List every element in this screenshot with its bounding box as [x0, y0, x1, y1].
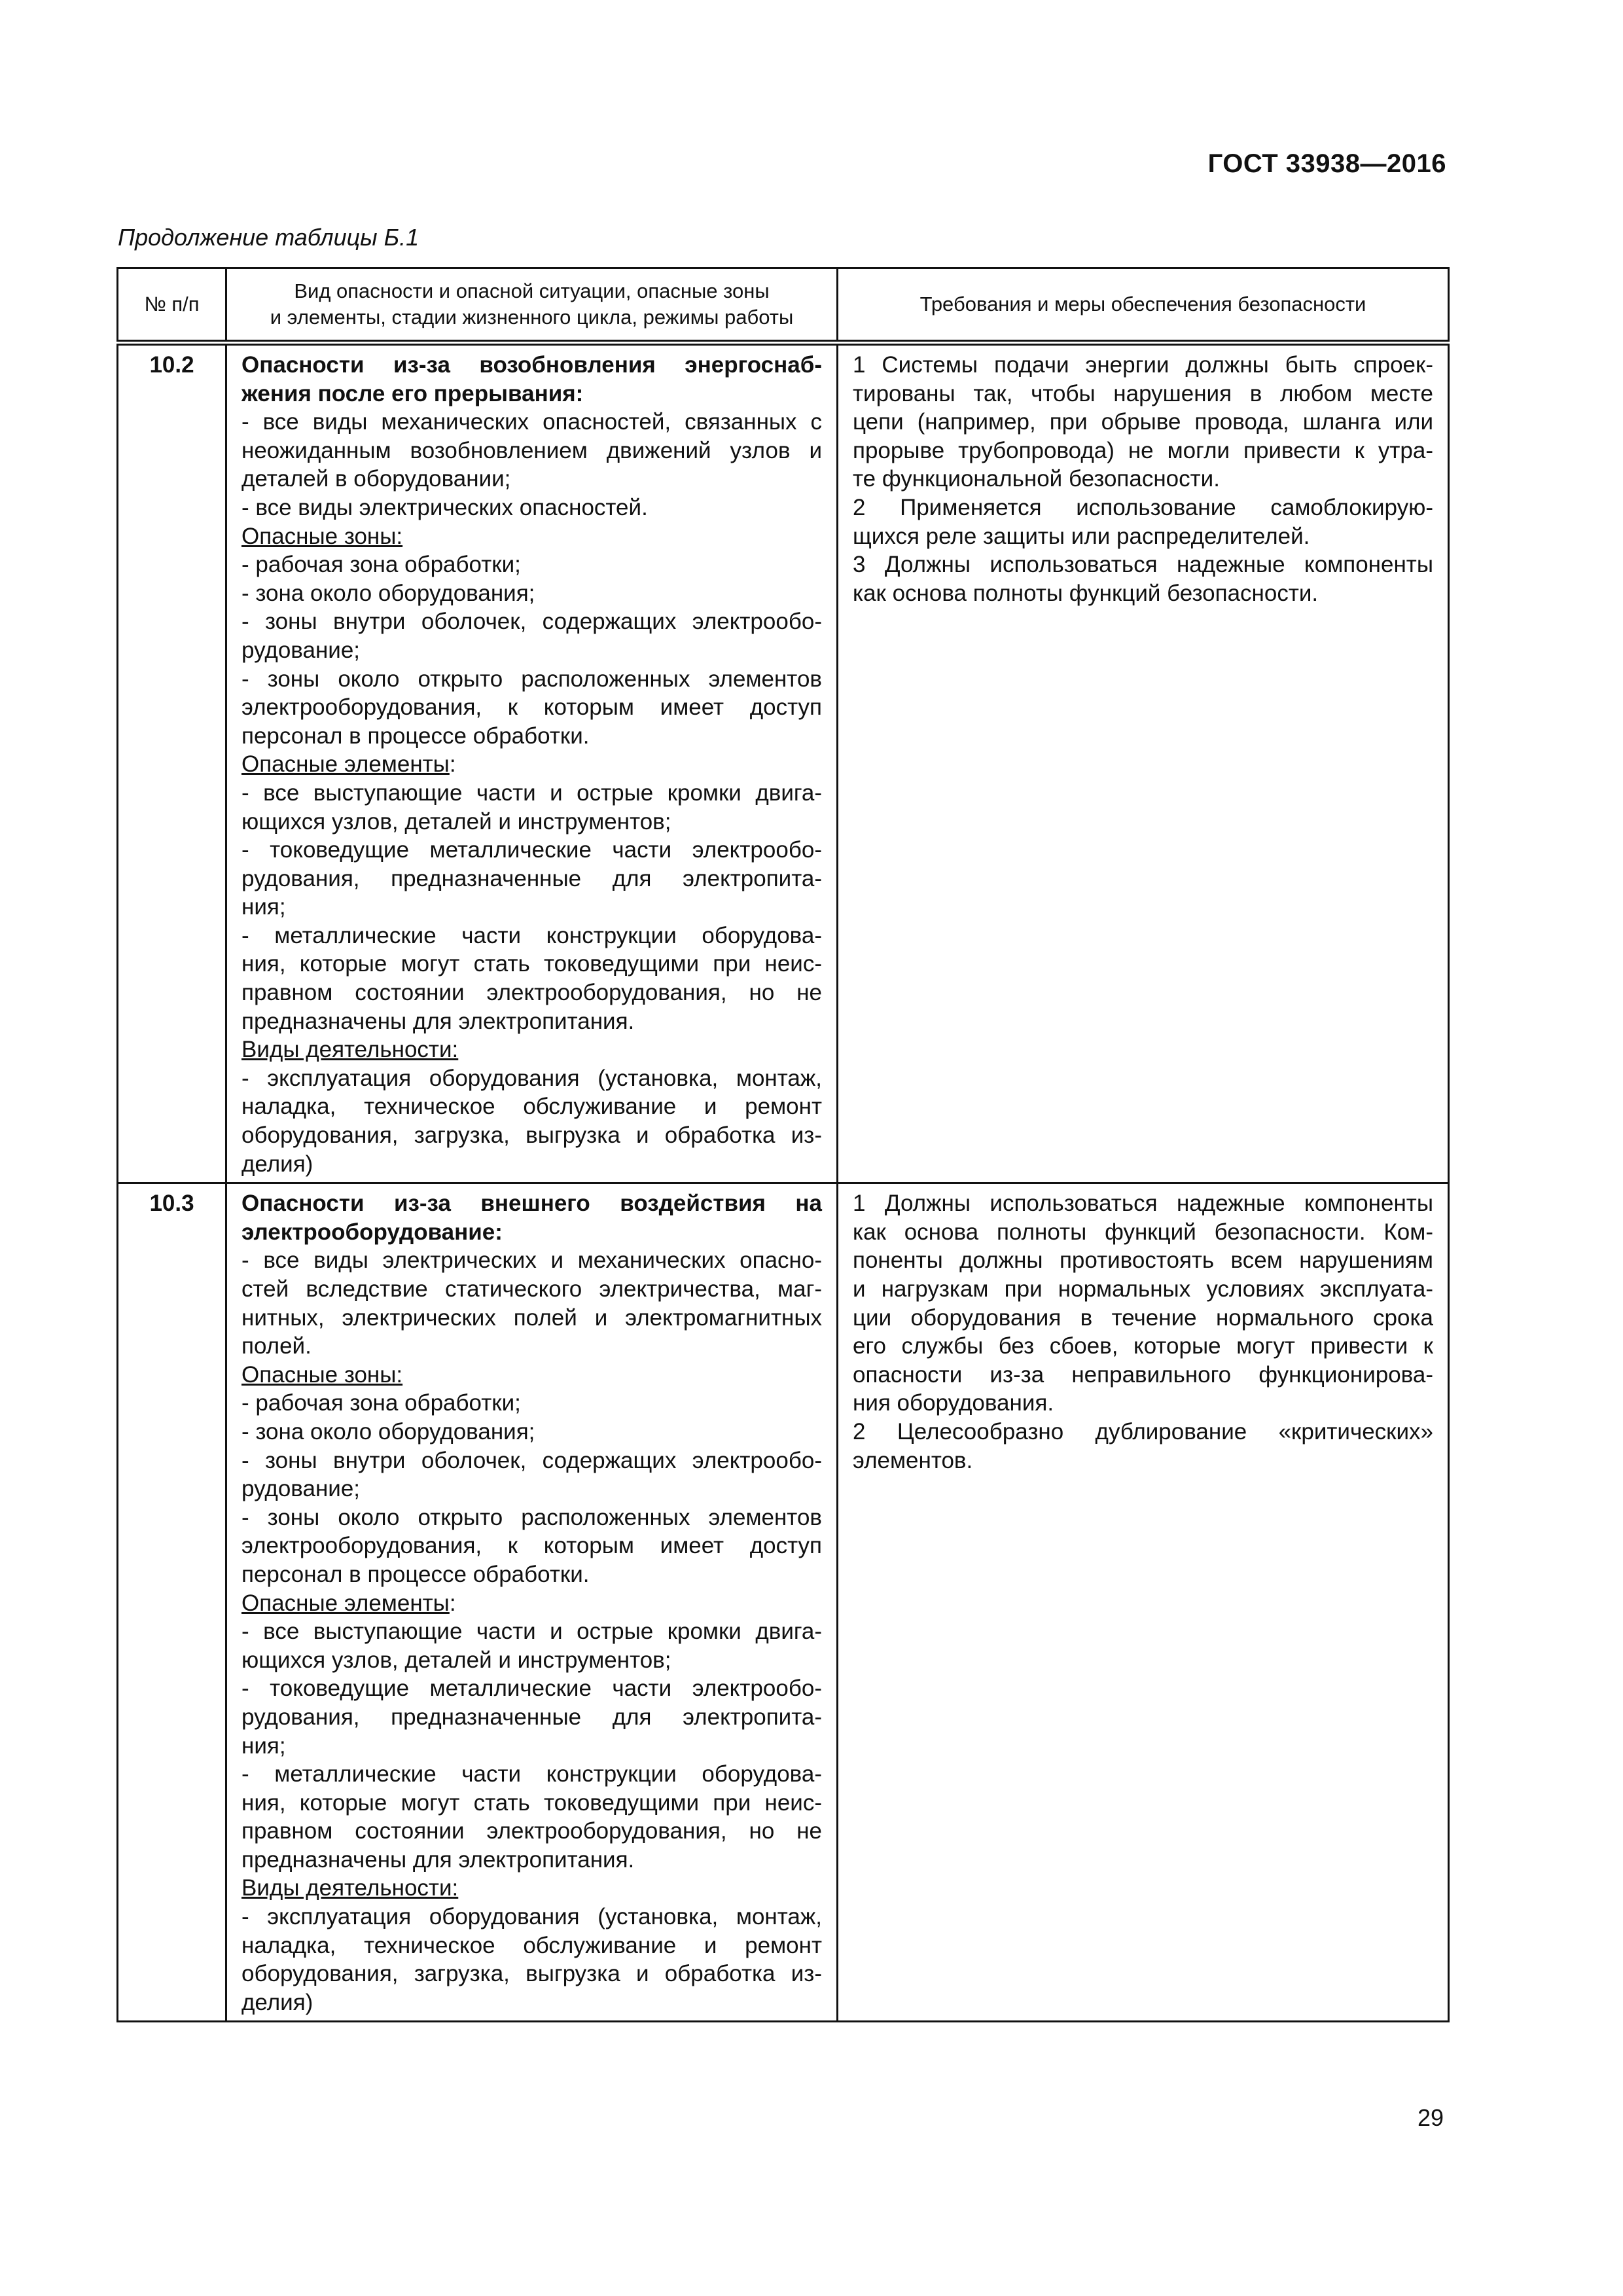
requirement-line: 1 Системы подачи энергии должны быть спроек-	[853, 352, 1433, 378]
requirement-line: поненты должны противостоять всем нарушениям	[853, 1247, 1433, 1274]
table-row	[118, 343, 1449, 1183]
header-requirements: Требования и меры обеспечения безопасности	[838, 268, 1449, 343]
table-caption: Продолжение таблицы Б.1	[118, 224, 419, 251]
zone-line: - рабочая зона обработки;	[241, 1390, 521, 1416]
requirement-line: 3 Должны использоваться надежные компоненты	[853, 552, 1433, 578]
element-line: ющихся узлов, деталей и инструментов;	[241, 808, 671, 834]
section-label-text: Опасные элементы	[241, 1590, 450, 1616]
element-line: - токоведущие металлические части электрообо-	[241, 837, 822, 863]
document-code: ГОСТ 33938—2016	[1207, 149, 1446, 178]
hazard-line: полей.	[241, 1333, 312, 1359]
requirement-line: 2 Применяется использование самоблокирую-	[853, 494, 1433, 520]
requirement-line: как основа полноты функций безопасности.	[853, 580, 1319, 606]
element-line: - все выступающие части и острые кромки двига-	[241, 780, 822, 806]
section-label	[241, 1874, 822, 1903]
element-line: ющихся узлов, деталей и инструментов;	[241, 1647, 671, 1673]
requirement-line: ния оборудования.	[853, 1390, 1054, 1416]
section-label-text: Опасные зоны:	[241, 523, 403, 549]
section-label	[241, 1361, 822, 1390]
section-label-text: Опасные зоны:	[241, 1361, 403, 1388]
element-line: ния;	[241, 894, 286, 920]
activity-line: делия)	[241, 1151, 313, 1177]
zone-line: - зона около оборудования;	[241, 1418, 535, 1444]
zone-line: персонал в процессе обработки.	[241, 1561, 590, 1587]
requirement-line: элементов.	[853, 1447, 973, 1473]
hazard-title-line: Опасности из-за внешнего воздействия на	[241, 1191, 822, 1217]
table-header-row	[118, 268, 1449, 343]
section-label	[241, 522, 822, 551]
header-hazard-line: Вид опасности и опасной ситуации, опасные зоны	[294, 279, 770, 302]
activity-line: - эксплуатация оборудования (установка, монтаж,	[241, 1065, 822, 1091]
hazard-title-line: электрооборудование:	[241, 1219, 503, 1245]
hazard-cell	[226, 343, 838, 1183]
section-label: Опасные элементы:	[241, 1590, 456, 1616]
hazard-line: нитных, электрических полей и электромагнитных	[241, 1304, 822, 1331]
element-line: - все выступающие части и острые кромки двига-	[241, 1619, 822, 1645]
zone-line: - зоны внутри оболочек, содержащих электрообо-	[241, 1447, 822, 1473]
element-line: предназначены для электропитания.	[241, 1846, 635, 1873]
requirement-line: 1 Должны использоваться надежные компоненты	[853, 1191, 1433, 1217]
hazard-line: деталей в оборудовании;	[241, 466, 511, 492]
zone-line: - зоны около открыто расположенных элементов	[241, 666, 822, 692]
requirement-line: щихся реле защиты или распределителей.	[853, 523, 1310, 549]
section-label-text: Виды деятельности:	[241, 1037, 459, 1063]
element-line: - токоведущие металлические части электрообо-	[241, 1676, 822, 1702]
element-line: ния;	[241, 1732, 286, 1759]
page-number: 29	[1417, 2104, 1444, 2131]
hazard-line: - все виды электрических и механических опасно-	[241, 1247, 822, 1274]
requirement-line: как основа полноты функций безопасности. Ком-	[853, 1219, 1433, 1245]
zone-line: - рабочая зона обработки;	[241, 552, 521, 578]
hazard-line: - все виды электрических опасностей.	[241, 494, 648, 520]
table-row	[118, 1183, 1449, 2022]
requirements-cell	[838, 1183, 1449, 2022]
requirement-line: и нагрузкам при нормальных условиях эксплуата-	[853, 1276, 1433, 1302]
requirement-line: ции оборудования в течение нормального срока	[853, 1304, 1433, 1331]
header-hazard-line: и элементы, стадии жизненного цикла, режимы работы	[270, 306, 794, 329]
zone-line: электрооборудования, к которым имеет доступ	[241, 1533, 822, 1559]
hazard-line: неожиданным возобновлением движений узлов и	[241, 437, 822, 463]
hazard-title-line: жения после его прерывания:	[241, 380, 584, 406]
element-line: ния, которые могут стать токоведущими при неис-	[241, 951, 822, 977]
zone-line: электрооборудования, к которым имеет доступ	[241, 694, 822, 721]
requirement-line: 2 Целесообразно дублирование «критических»	[853, 1418, 1433, 1444]
element-line: - металлические части конструкции оборудова-	[241, 1761, 822, 1787]
activity-line: наладка, техническое обслуживание и ремонт	[241, 1932, 822, 1958]
requirements-cell	[838, 343, 1449, 1183]
zone-line: - зоны около открыто расположенных элементов	[241, 1504, 822, 1530]
element-line: - металлические части конструкции оборудова-	[241, 922, 822, 948]
section-label-text: Опасные элементы	[241, 751, 450, 778]
activity-line: - эксплуатация оборудования (установка, монтаж,	[241, 1904, 822, 1930]
row-number: 10.2	[118, 343, 226, 1183]
element-line: рудования, предназначенные для электропита-	[241, 865, 822, 891]
requirement-line: тированы так, чтобы нарушения в любом месте	[853, 380, 1433, 406]
element-line: рудования, предназначенные для электропита-	[241, 1704, 822, 1730]
zone-line: рудование;	[241, 637, 361, 663]
hazard-title-line: Опасности из-за возобновления энергоснаб-	[241, 352, 822, 378]
hazard-cell	[226, 1183, 838, 2022]
section-label	[241, 1035, 822, 1064]
activity-line: оборудования, загрузка, выгрузка и обработка из-	[241, 1122, 822, 1149]
hazard-line: - все виды механических опасностей, связанных с	[241, 409, 822, 435]
zone-line: персонал в процессе обработки.	[241, 723, 590, 749]
requirement-line: его службы без сбоев, которые могут привести к	[853, 1333, 1433, 1359]
hazard-line: стей вследствие статического электричества, маг-	[241, 1276, 822, 1302]
zone-line: рудование;	[241, 1476, 361, 1502]
hazard-table	[116, 267, 1450, 2022]
requirement-line: прорыве трубопровода) не могли привести к утра-	[853, 437, 1433, 463]
requirement-line: цепи (например, при обрыве провода, шланга или	[853, 409, 1433, 435]
row-number: 10.3	[118, 1183, 226, 2022]
header-num: № п/п	[118, 268, 226, 343]
element-line: правном состоянии электрооборудования, но не	[241, 1818, 822, 1844]
requirement-line: опасности из-за неправильного функционирова-	[853, 1361, 1433, 1388]
section-label-text: Виды деятельности:	[241, 1875, 459, 1901]
zone-line: - зона около оборудования;	[241, 580, 535, 606]
requirement-line: те функциональной безопасности.	[853, 466, 1220, 492]
section-label: Опасные элементы:	[241, 751, 456, 778]
activity-line: оборудования, загрузка, выгрузка и обработка из-	[241, 1961, 822, 1987]
element-line: правном состоянии электрооборудования, но не	[241, 980, 822, 1006]
zone-line: - зоны внутри оболочек, содержащих электрообо-	[241, 609, 822, 635]
activity-line: делия)	[241, 1989, 313, 2015]
activity-line: наладка, техническое обслуживание и ремонт	[241, 1094, 822, 1120]
element-line: ния, которые могут стать токоведущими при неис-	[241, 1789, 822, 1816]
header-hazard	[226, 268, 838, 343]
element-line: предназначены для электропитания.	[241, 1008, 635, 1034]
